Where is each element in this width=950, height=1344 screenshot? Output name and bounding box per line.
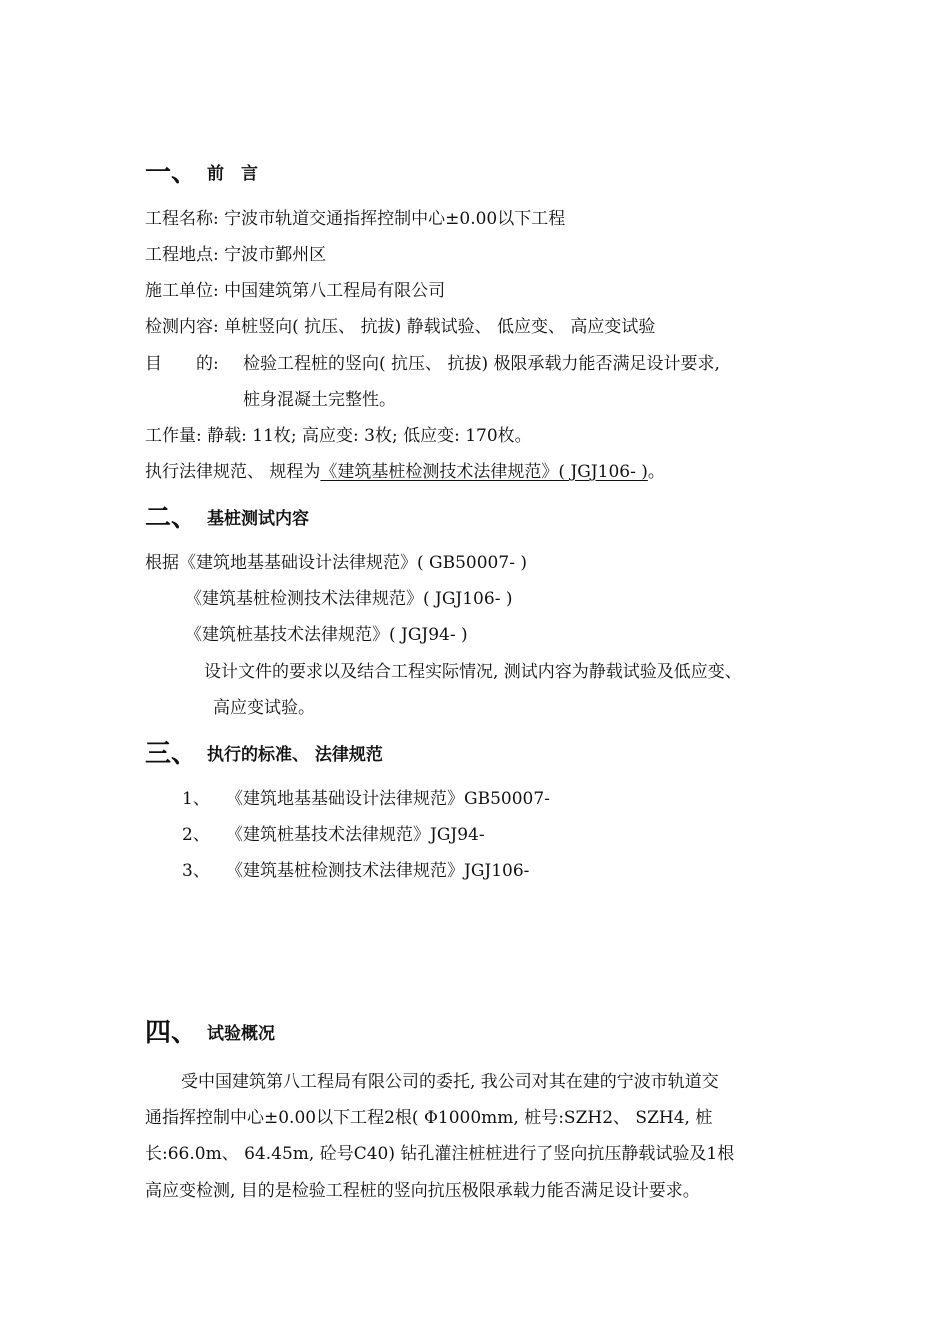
section-heading-2 (145, 503, 309, 536)
basis-line-5: 高应变试验。 (213, 698, 315, 718)
section-title: 执行的标准、 法律规范 (207, 745, 383, 765)
regulation-reference: 《建筑基桩检测技术法律规范》( JGJ106- ) (320, 462, 648, 482)
section-number: 三、 (145, 739, 198, 769)
section-heading-4 (145, 1018, 275, 1051)
workload: 工作量: 静载: 11枚; 高应变: 3枚; 低应变: 170枚。 (145, 426, 532, 446)
project-site: 工程地点: 宁波市鄞州区 (145, 245, 327, 265)
basis-line-2: 《建筑基桩检测技术法律规范》( JGJ106- ) (185, 589, 513, 609)
basis-line-1: 根据《建筑地基基础设计法律规范》( GB50007- ) (145, 553, 527, 573)
overview-line-2: 通指挥控制中心±0.00以下工程2根( Φ1000mm, 桩号:SZH2、 SZH4, 桩 (145, 1108, 713, 1128)
section-heading-1 (145, 158, 258, 191)
section-title: 前 言 (207, 164, 258, 184)
section-number: 一、 (145, 158, 198, 188)
standard-item-text: 《建筑桩基技术法律规范》JGJ94- (226, 825, 485, 845)
standard-item-number: 3、 (182, 861, 210, 881)
section-number: 二、 (145, 503, 198, 533)
project-name: 工程名称: 宁波市轨道交通指挥控制中心±0.00以下工程 (145, 209, 566, 229)
basis-line-4: 设计文件的要求以及结合工程实际情况, 测试内容为静载试验及低应变、 (204, 662, 742, 682)
standard-item-text: 《建筑地基基础设计法律规范》GB50007- (226, 789, 550, 809)
basis-line-3: 《建筑桩基技术法律规范》( JGJ94- ) (185, 625, 468, 645)
overview-line-4: 高应变检测, 目的是检验工程桩的竖向抗压极限承载力能否满足设计要求。 (145, 1181, 700, 1201)
standard-item (182, 823, 485, 847)
purpose-label: 目 的: (145, 354, 219, 374)
overview-line-1: 受中国建筑第八工程局有限公司的委托, 我公司对其在建的宁波市轨道交 (181, 1072, 719, 1092)
standard-item-number: 2、 (182, 825, 210, 845)
overview-line-3: 长:66.0m、 64.45m, 砼号C40) 钻孔灌注桩桩进行了竖向抗压静载试验及1根 (145, 1144, 735, 1164)
section-title: 基桩测试内容 (207, 509, 309, 529)
standard-item-number: 1、 (182, 789, 210, 809)
standard-item (182, 859, 529, 883)
regulation-line (145, 460, 665, 484)
regulation-prefix: 执行法律规范、 规程为 (145, 462, 321, 482)
section-number: 四、 (145, 1018, 198, 1048)
standard-item (182, 787, 550, 811)
purpose-line-1: 检验工程桩的竖向( 抗压、 抗拔) 极限承载力能否满足设计要求, (243, 354, 720, 374)
purpose-line-2: 桩身混凝土完整性。 (243, 390, 396, 410)
section-heading-3 (145, 739, 383, 772)
section-title: 试验概况 (207, 1024, 275, 1044)
regulation-suffix: 。 (647, 462, 665, 482)
test-content: 检测内容: 单桩竖向( 抗压、 抗拔) 静载试验、 低应变、 高应变试验 (145, 317, 656, 337)
contractor: 施工单位: 中国建筑第八工程局有限公司 (145, 281, 446, 301)
standard-item-text: 《建筑基桩检测技术法律规范》JGJ106- (226, 861, 530, 881)
